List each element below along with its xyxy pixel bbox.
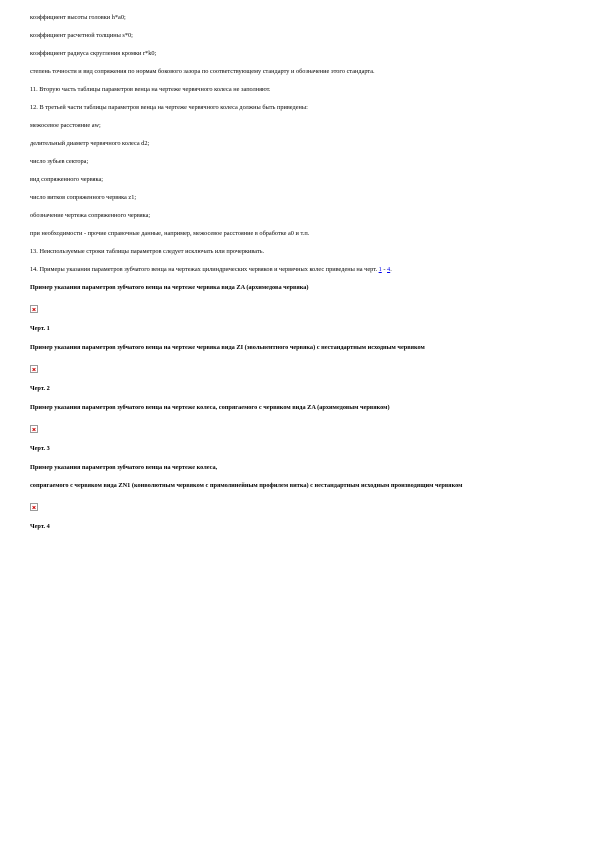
text-line: коэффициент высоты головки h*a0;	[30, 14, 126, 21]
figure-4-link[interactable]: 4	[387, 266, 391, 273]
text-line: степень точности и вид сопряжения по нормам бокового зазора по соответствующему стандарту и обозначение этого стандарта.	[30, 68, 375, 75]
figure-4-caption: Черт. 4	[30, 523, 50, 530]
example-3-heading: Пример указания параметров зубчатого венца на чертеже колеса, сопрягаемого с червяком вида ZA (архимедовым червяком)	[30, 404, 390, 411]
paragraph-14-text: 14. Примеры указания параметров зубчатого венца на чертежах цилиндрических червяков и червячных колес приведены на черт.	[30, 266, 378, 273]
broken-image-icon	[30, 425, 38, 433]
broken-image-icon	[30, 503, 38, 511]
period: .	[390, 266, 392, 273]
paragraph-12: 12. В третьей части таблицы параметров венца на чертеже червячного колеса должны быть приведены:	[30, 104, 308, 111]
broken-image-icon	[30, 365, 38, 373]
broken-image-icon	[30, 305, 38, 313]
example-4-heading: Пример указания параметров зубчатого венца на чертеже колеса,	[30, 464, 218, 471]
link-separator: -	[381, 266, 388, 273]
text-line: коэффициент радиуса скругления кромки r*k0;	[30, 50, 157, 57]
figure-2-caption: Черт. 2	[30, 385, 50, 392]
paragraph-13: 13. Неиспользуемые строки таблицы параметров следует исключать или прочеркивать.	[30, 248, 265, 255]
text-line: при необходимости - прочие справочные данные, например, межосевое расстояние в обработке a0 и т.п.	[30, 230, 310, 237]
text-line: делительный диаметр червячного колеса d2;	[30, 140, 150, 147]
figure-3-caption: Черт. 3	[30, 445, 50, 452]
text-line: вид сопряженного червяка;	[30, 176, 103, 183]
text-line: обозначение чертежа сопряженного червяка;	[30, 212, 151, 219]
text-line: число зубьев сектора;	[30, 158, 89, 165]
paragraph-11: 11. Вторую часть таблицы параметров венца на чертеже червячного колеса не заполняют.	[30, 86, 271, 93]
document-page	[30, 14, 570, 531]
paragraph-14	[30, 266, 570, 274]
figure-1-link[interactable]: 1	[378, 266, 382, 273]
example-1-heading: Пример указания параметров зубчатого венца на чертеже червяка вида ZA (архимедова червяка)	[30, 284, 309, 291]
text-line: межосевое расстояние aw;	[30, 122, 101, 129]
example-4-heading-continued: сопрягаемого с червяком вида ZN1 (конволютным червяком с прямолинейным профилем витка) с нестандартным исходным производящим червяком	[30, 482, 463, 489]
text-line: число витков сопряженного червяка z1;	[30, 194, 137, 201]
example-2-heading: Пример указания параметров зубчатого венца на чертеже червяка вида ZI (эвольвентного червяка) с нестандартным исходным червяком	[30, 344, 425, 351]
text-line: коэффициент расчетной толщины s*0;	[30, 32, 133, 39]
figure-1-caption: Черт. 1	[30, 325, 50, 332]
